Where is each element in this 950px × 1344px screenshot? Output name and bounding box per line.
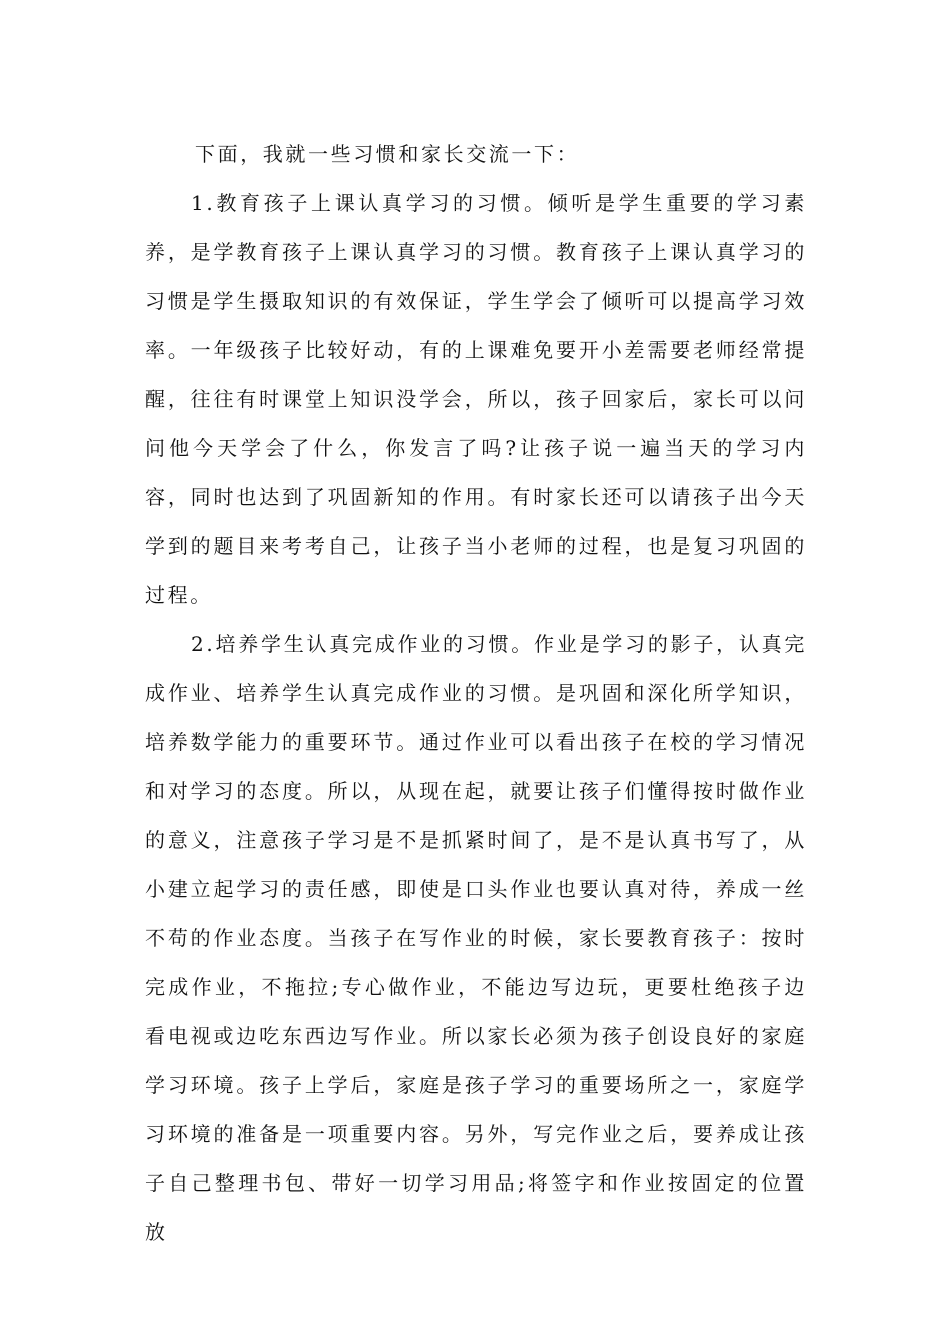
paragraph-habit-homework: 2.培养学生认真完成作业的习惯。作业是学习的影子，认真完成作业、培养学生认真完成作业的习惯。是巩固和深化所学知识，培养数学能力的重要环节。通过作业可以看出孩子在校的学习情况和对学习的态度。所以，从现在起，就要让孩子们懂得按时做作业的意义，注意孩子学习是不是抓紧时间了，是不是认真书写了，从小建立起学习的责任感，即使是口头作业也要认真对待，养成一丝不苟的作业态度。当孩子在写作业的时候，家长要教育孩子：按时完成作业，不拖拉;专心做作业，不能边写边玩，更要杜绝孩子边看电视或边吃东西边写作业。所以家长必须为孩子创设良好的家庭学习环境。孩子上学后，家庭是孩子学习的重要场所之一，家庭学习环境的准备是一项重要内容。另外，写完作业之后，要养成让孩子自己整理书包、带好一切学习用品;将签字和作业按固定的位置放	[145, 632, 807, 1244]
paragraph-habit-listening: 1.教育孩子上课认真学习的习惯。倾听是学生重要的学习素养，是学教育孩子上课认真学习的习惯。教育孩子上课认真学习的习惯是学生摄取知识的有效保证，学生学会了倾听可以提高学习效率。一年级孩子比较好动，有的上课难免要开小差需要老师经常提醒，往往有时课堂上知识没学会，所以，孩子回家后，家长可以问问他今天学会了什么，你发言了吗?让孩子说一遍当天的学习内容，同时也达到了巩固新知的作用。有时家长还可以请孩子出今天学到的题目来考考自己，让孩子当小老师的过程，也是复习巩固的过程。	[145, 191, 807, 607]
document-body	[145, 130, 807, 1257]
intro-paragraph: 下面，我就一些习惯和家长交流一下：	[195, 142, 580, 166]
